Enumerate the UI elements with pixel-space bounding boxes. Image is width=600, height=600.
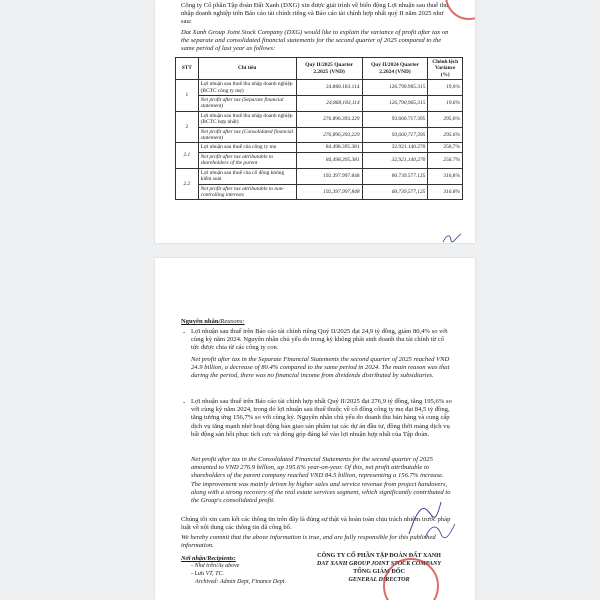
table-row bbox=[176, 143, 463, 152]
row-stt: 2.1 bbox=[176, 143, 199, 168]
intro-vietnamese: Công ty Cổ phần Tập đoàn Đất Xanh (DXG) xin được giải trình về biến động Lợi nhuận sau thuế thu nhập doanh nghiệp trên Báo cáo tài chính riêng và Báo cáo tài chính hợp nhất quý II năm 2025 như sau: bbox=[181, 2, 449, 26]
row-value-2024-en: 93,660,717,395 bbox=[362, 127, 428, 143]
company-name-english: DAT XANH GROUP JOINT STOCK COMPANY bbox=[316, 561, 442, 567]
row-label-en: Net profit after tax (Consolidated financial statement) bbox=[198, 127, 296, 143]
row-value-2025-en: 276,896,393,229 bbox=[296, 127, 362, 143]
header-variance: Chênh lệch Variance (%) bbox=[428, 58, 463, 80]
row-value-2025-en: 84,498,395,381 bbox=[296, 152, 362, 168]
row-value-2024: 93.660.717.395 bbox=[362, 111, 428, 127]
row-value-2024-en: 60,739,577,125 bbox=[362, 184, 428, 200]
row-value-2025-en: 192,397,997,848 bbox=[296, 184, 362, 200]
row-stt: 2 bbox=[176, 111, 199, 143]
table-row bbox=[176, 184, 463, 200]
commitment-english: We hereby commit that the above information is true, and are fully responsible for this published information. bbox=[181, 534, 436, 550]
row-value-2024: 60.739.577.125 bbox=[362, 168, 428, 184]
row-label-vi: Lợi nhuận sau thuế thu nhập doanh nghiệp (BCTC hợp nhất) bbox=[198, 111, 296, 127]
recipients-line-2: - Lưu VT, TC. bbox=[191, 571, 225, 577]
recipients-line-1: - Như trên/As above bbox=[191, 563, 240, 569]
row-variance: 19,6% bbox=[428, 80, 463, 96]
row-variance-en: 316.8% bbox=[428, 184, 463, 200]
reasons-heading: Nguyên nhân/Reasons: bbox=[181, 318, 245, 325]
row-variance: 295,6% bbox=[428, 111, 463, 127]
reason-2-vietnamese: Lợi nhuận sau thuế trên Báo cáo tài chính hợp nhất Quý II/2025 đạt 276,9 tỷ đồng, tăng 195,6% so với cùng kỳ năm 2024, trong đó lợi nhuận sau thuế thuộc về cổ đông công ty mẹ đạt 84,5 tỷ đồng, tăng tương ứng 156,7% so với cùng kỳ. Nguyên nhân chủ yếu do doanh thu bán hàng và cung cấp dịch vụ tăng mạnh nhờ hoạt động bàn giao sản phẩm tại các dự án đầu tư, đồng thời mảng dịch vụ bất động sản hồi phục tích cực và đóng góp đáng kể vào lợi nhuận hợp nhất của Tập đoàn. bbox=[191, 398, 452, 438]
recipients-line-3: Archived: Admin Dept, Finance Dept. bbox=[195, 579, 286, 585]
row-label-vi: Lợi nhuận sau thuế của cổ đông không kiểm soát bbox=[198, 168, 296, 184]
document-page-2 bbox=[155, 258, 475, 600]
row-value-2024-en: 126,790,965,315 bbox=[362, 96, 428, 112]
intro-english: Dat Xanh Group Joint Stock Company (DXG) would like to explain the variance of profit after tax on the separate and consolidated financial statements for the second quarter of 2025 compared to the same period of last year as follows: bbox=[181, 29, 449, 53]
document-page-1 bbox=[155, 0, 475, 243]
signer-title-english: GENERAL DIRECTOR bbox=[348, 577, 410, 583]
row-variance: 256,7% bbox=[428, 143, 463, 152]
row-variance-en: 19.6% bbox=[428, 96, 463, 112]
row-variance-en: 295.6% bbox=[428, 127, 463, 143]
header-chi-tieu: Chỉ tiêu bbox=[198, 58, 296, 80]
row-value-2025-en: 24,868,183,114 bbox=[296, 96, 362, 112]
table-row bbox=[176, 168, 463, 184]
header-stt: STT bbox=[176, 58, 199, 80]
table-row bbox=[176, 111, 463, 127]
reason-2-english: Net profit after tax in the Consolidated Financial Statements for the second quarter of 2025 amounted to VND 276.9 billion, up 195.6% year-on-year. Of this, net profit attributable to shareholders of the parent company reached VND 84.5 billion, representing a 156.7% increase. The improvement was mainly driven by higher sales and service revenue from project handovers, along with a strong recovery of the real estate services segment, which significantly contributed to the Group's consolidated profit. bbox=[191, 456, 451, 505]
row-label-vi: Lợi nhuận sau thuế của công ty mẹ bbox=[198, 143, 296, 152]
row-variance: 316,8% bbox=[428, 168, 463, 184]
table-row bbox=[176, 80, 463, 96]
bullet-mark: - bbox=[183, 398, 186, 406]
table-row bbox=[176, 127, 463, 143]
row-value-2025: 84.498.395.381 bbox=[296, 143, 362, 152]
reason-1-english: Net profit after tax in the Separate Financial Statements the second quarter of 2025 reached VND 24.9 billion, a decrease of 80.4% compared to the same period in 2024. The main reason was that during the period, there was no financial income from dividends distributed by subsidiaries. bbox=[191, 356, 450, 380]
row-value-2025: 276.896.393.229 bbox=[296, 111, 362, 127]
row-value-2024: 32.921.140.270 bbox=[362, 143, 428, 152]
row-value-2024: 126.790.965.315 bbox=[362, 80, 428, 96]
table-row bbox=[176, 96, 463, 112]
row-label-en: Net profit after tax (Separate financial statement) bbox=[198, 96, 296, 112]
initial-signature-mark bbox=[441, 232, 463, 243]
row-label-en: Net profit after tax attributable to shareholders of the parent bbox=[198, 152, 296, 168]
row-stt: 1 bbox=[176, 80, 199, 112]
table-header-row bbox=[176, 58, 463, 80]
row-label-en: Net profit after tax attributable to non-controlling interests bbox=[198, 184, 296, 200]
header-q2-2025: Quý II/2025 Quarter 2.2025 (VND) bbox=[296, 58, 362, 80]
commitment-vietnamese: Chúng tôi xin cam kết các thông tin trên đây là đúng sự thật và hoàn toàn chịu trách nhiệm trước pháp luật về nội dung các thông tin đã công bố. bbox=[181, 516, 451, 532]
row-label-vi: Lợi nhuận sau thuế thu nhập doanh nghiệp (BCTC công ty mẹ) bbox=[198, 80, 296, 96]
recipients-heading: Nơi nhận/Recipients: bbox=[181, 555, 236, 562]
row-variance-en: 256.7% bbox=[428, 152, 463, 168]
row-stt: 2.2 bbox=[176, 168, 199, 200]
row-value-2025: 24.868.183.114 bbox=[296, 80, 362, 96]
row-value-2025: 192.397.997.848 bbox=[296, 168, 362, 184]
company-name-vietnamese: CÔNG TY CỔ PHẦN TẬP ĐOÀN ĐẤT XANH bbox=[317, 553, 441, 559]
bullet-mark: - bbox=[183, 328, 186, 336]
profit-variance-table bbox=[175, 57, 463, 200]
header-q2-2024: Quý II/2024 Quarter 2.2024 (VND) bbox=[362, 58, 428, 80]
table-row bbox=[176, 152, 463, 168]
signer-title-vietnamese: TỔNG GIÁM ĐỐC bbox=[353, 569, 405, 575]
row-value-2024-en: 32,921,140,270 bbox=[362, 152, 428, 168]
reason-1-vietnamese: Lợi nhuận sau thuế trên Báo cáo tài chính riêng Quý II/2025 đạt 24,9 tỷ đồng, giảm 80,4% so với cùng kỳ năm 2024. Nguyên nhân chủ yếu do trong kỳ không phát sinh doanh thu tài chính từ cổ tức được chia từ các công ty con. bbox=[191, 328, 448, 352]
initial-signature-mark bbox=[423, 520, 457, 542]
